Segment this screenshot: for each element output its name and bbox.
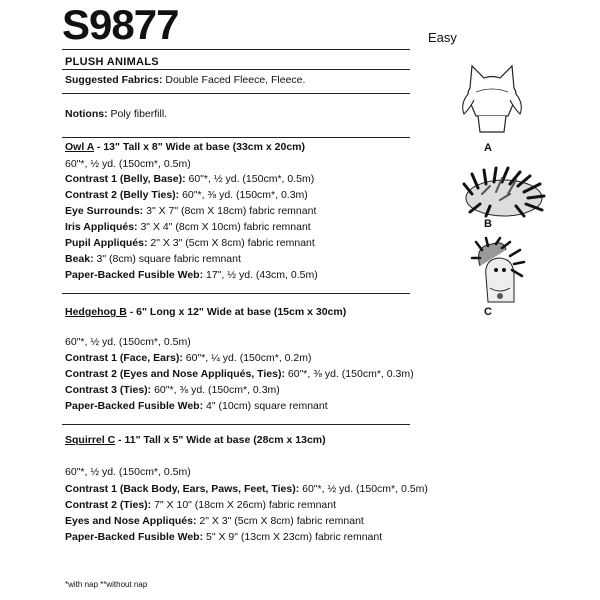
hedgehog-contrast-2: Contrast 2 (Eyes and Nose Appliqués, Ties): 60"*, ⅜ yd. (150cm*, 0.3m) (65, 368, 414, 380)
hedgehog-contrast-1: Contrast 1 (Face, Ears): 60"*, ¼ yd. (150cm*, 0.2m) (65, 352, 312, 364)
notions: Notions: Poly fiberfill. (65, 108, 168, 120)
owl-iris: Iris Appliqués: 3" X 4" (8cm X 10cm) fabric remnant (65, 221, 311, 233)
squirrel-fusible-web: Paper-Backed Fusible Web: 5" X 9" (13cm X 23cm) fabric remnant (65, 531, 383, 543)
suggested-fabrics: Suggested Fabrics: Double Faced Fleece, Fleece. (65, 74, 306, 86)
hedgehog-heading: Hedgehog B - 6" Long x 12" Wide at base (15cm x 30cm) (65, 306, 347, 318)
owl-eye-surrounds: Eye Surrounds: 3" X 7" (8cm X 18cm) fabric remnant (65, 205, 317, 217)
hedgehog-main-fabric: 60"*, ½ yd. (150cm*, 0.5m) (65, 336, 191, 348)
difficulty-label: Easy (428, 30, 457, 45)
footnote: *with nap **without nap (65, 580, 148, 589)
hedgehog-fusible-web: Paper-Backed Fusible Web: 4" (10cm) square remnant (65, 400, 328, 412)
owl-contrast-1: Contrast 1 (Belly, Base): 60"*, ½ yd. (150cm*, 0.5m) (65, 173, 315, 185)
header-divider (62, 49, 410, 50)
owl-contrast-2: Contrast 2 (Belly Ties): 60"*, ⅜ yd. (150cm*, 0.3m) (65, 189, 308, 201)
page-title: PLUSH ANIMALS (65, 56, 159, 68)
squirrel-eyes-nose: Eyes and Nose Appliqués: 2" X 3" (5cm X 8cm) fabric remnant (65, 515, 364, 527)
illustration-label-a: A (484, 142, 492, 154)
illustration-label-b: B (484, 218, 492, 230)
squirrel-heading: Squirrel C - 11" Tall x 5" Wide at base (28cm x 13cm) (65, 434, 326, 446)
squirrel-main-fabric: 60"*, ½ yd. (150cm*, 0.5m) (65, 466, 191, 478)
owl-divider (62, 293, 410, 294)
owl-fusible-web: Paper-Backed Fusible Web: 17", ½ yd. (43cm, 0.5m) (65, 269, 318, 281)
illustration-label-c: C (484, 306, 492, 318)
hedgehog-illustration (460, 164, 550, 220)
notions-divider (62, 137, 410, 138)
pattern-number: S9877 (62, 1, 179, 48)
owl-illustration (456, 58, 528, 138)
squirrel-contrast-1: Contrast 1 (Back Body, Ears, Paws, Feet, Ties): 60"*, ½ yd. (150cm*, 0.5m) (65, 483, 428, 495)
fabrics-divider (62, 93, 410, 94)
owl-pupil: Pupil Appliqués: 2" X 3" (5cm X 8cm) fabric remnant (65, 237, 315, 249)
squirrel-illustration (470, 236, 532, 304)
title-divider (62, 69, 410, 70)
owl-main-fabric: 60"*, ½ yd. (150cm*, 0.5m) (65, 158, 191, 170)
hedgehog-contrast-3: Contrast 3 (Ties): 60"*, ⅜ yd. (150cm*, 0.3m) (65, 384, 280, 396)
owl-heading: Owl A - 13" Tall x 8" Wide at base (33cm x 20cm) (65, 141, 305, 153)
squirrel-contrast-2: Contrast 2 (Ties): 7" X 10" (18cm X 26cm) fabric remnant (65, 499, 337, 511)
hedgehog-divider (62, 424, 410, 425)
owl-beak: Beak: 3" (8cm) square fabric remnant (65, 253, 241, 265)
